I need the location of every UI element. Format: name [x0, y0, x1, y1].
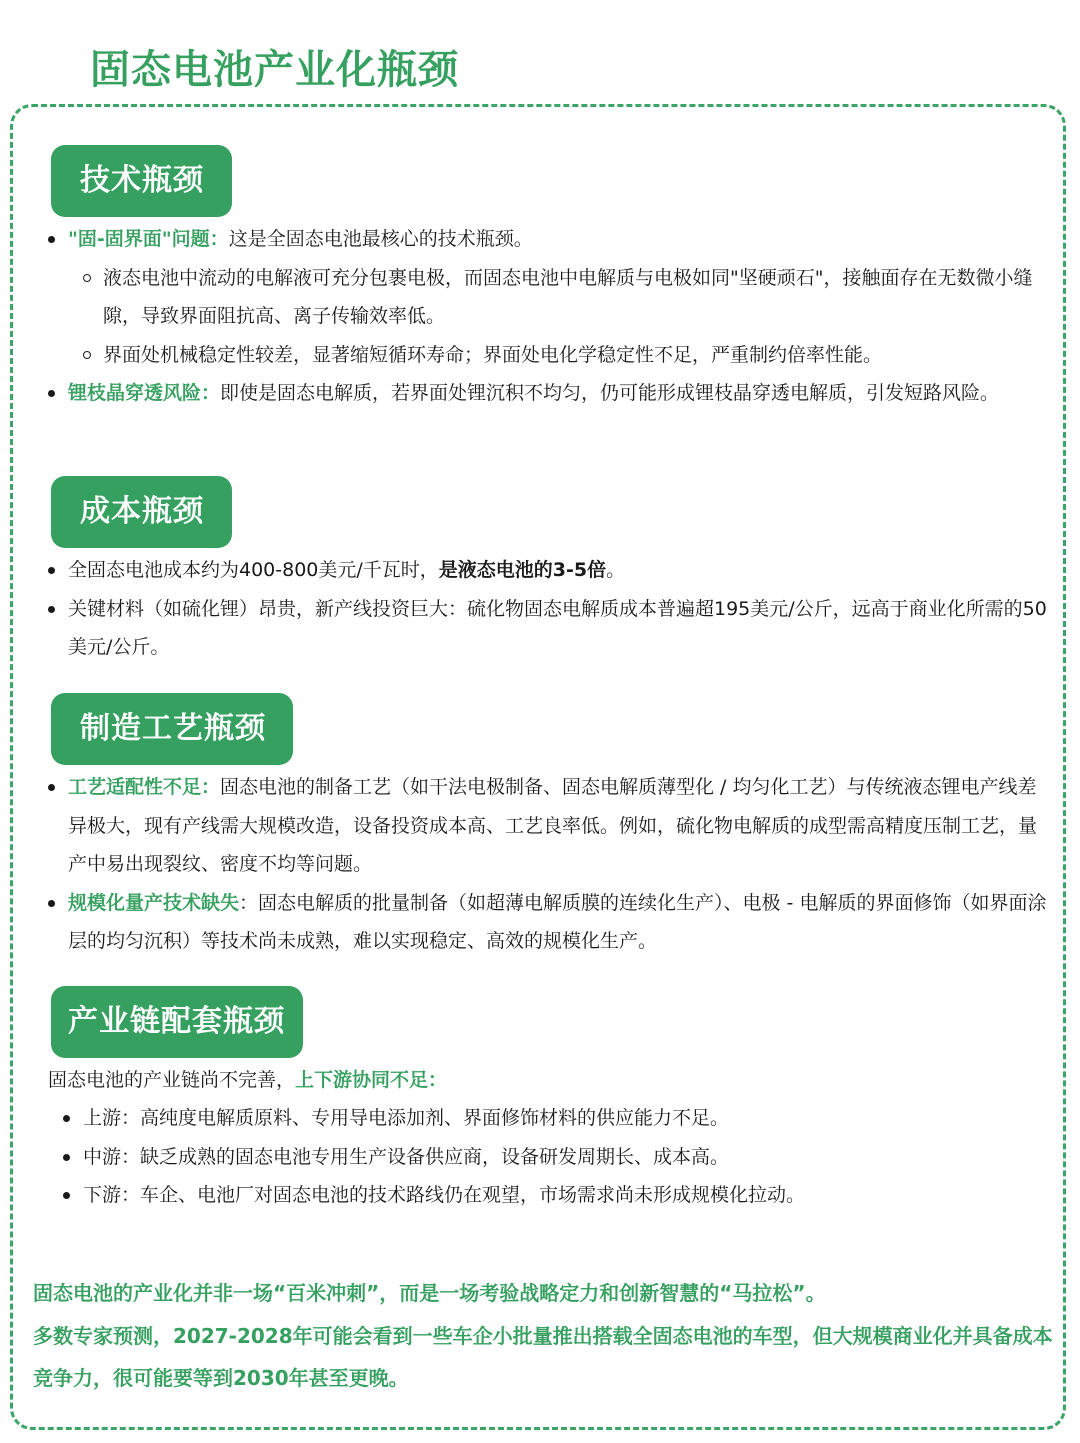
sub-list-item [68, 259, 1048, 336]
list-item [68, 884, 1048, 961]
supply-intro [48, 1061, 1038, 1099]
list-item [83, 1138, 1048, 1177]
tech-list [68, 220, 1048, 413]
list-item [68, 220, 1048, 374]
supply-list [83, 1099, 1048, 1215]
sub-list-item [68, 336, 1048, 375]
list-item [68, 551, 1048, 590]
bullet-text: ：固态电解质的批量制备（如超薄电解质膜的连续化生产）、电极 - 电解质的界面修饰（如界面涂层的均匀沉积）等技术尚未成熟，难以实现稳定、高效的规模化生产。 [68, 891, 1047, 952]
bullet-text: 即使是固态电解质，若界面处锂沉积不均匀，仍可能形成锂枝晶穿透电解质，引发短路风险。 [220, 382, 1000, 404]
section-heading-manufacturing [51, 693, 293, 765]
section-heading-tech-label: 技术瓶颈 [80, 163, 204, 198]
bullet-label: "固-固界面"问题： [68, 228, 229, 250]
bullet-text: 关键材料（如硫化锂）昂贵，新产线投资巨大：硫化物固态电解质成本普遍超195美元/公斤，远高于商业化所需的50美元/公斤。 [68, 597, 1047, 658]
section-heading-cost-label: 成本瓶颈 [80, 494, 204, 529]
supply-intro-text: 固态电池的产业链尚不完善， [48, 1069, 296, 1091]
bullet-label: 工艺适配性不足： [68, 776, 221, 798]
bullet-text: 全固态电池成本约为400-800美元/千瓦时， [68, 559, 439, 581]
bullet-text: 这是全固态电池最核心的技术瓶颈。 [228, 228, 533, 250]
conclusion [33, 1272, 1053, 1400]
section-heading-manufacturing-label: 制造工艺瓶颈 [80, 711, 266, 746]
sub-item-text: 液态电池中流动的电解液可充分包裹电极，而固态电池中电解质与电极如同"坚硬顽石"，接触面存在无数微小缝隙，导致界面阻抗高、离子传输效率低。 [103, 266, 1033, 327]
bullet-tail: 。 [606, 559, 626, 581]
section-heading-tech [51, 145, 232, 217]
bullet-text: 固态电池的制备工艺（如干法电极制备、固态电解质薄型化 / 均匀化工艺）与传统液态锂电产线差异极大，现有产线需大规模改造，设备投资成本高、工艺良率低。例如，硫化物电解质的成型需高精度压制工艺，量产中易出现裂纹、密度不均等问题。 [68, 776, 1038, 875]
section-heading-supply-label: 产业链配套瓶颈 [68, 1004, 285, 1039]
page-title: 固态电池产业化瓶颈 [90, 47, 459, 93]
manufacturing-list [68, 768, 1048, 961]
conclusion-line-2: 多数专家预测，2027-2028年可能会看到一些车企小批量推出搭载全固态电池的车型，但大规模商业化并具备成本竞争力，很可能要等到2030年甚至更晚。 [33, 1323, 1053, 1390]
sub-list [68, 259, 1048, 375]
section-heading-supply [51, 986, 303, 1058]
list-item [68, 590, 1048, 667]
conclusion-line-1: 固态电池的产业化并非一场“百米冲刺”，而是一场考验战略定力和创新智慧的“马拉松”。 [33, 1281, 826, 1305]
bullet-label: 锂枝晶穿透风险： [68, 382, 221, 404]
bullet-text: 上游：高纯度电解质原料、专用导电添加剂、界面修饰材料的供应能力不足。 [83, 1107, 730, 1129]
list-item [68, 768, 1048, 884]
list-item [83, 1099, 1048, 1138]
list-item [83, 1176, 1048, 1215]
supply-intro-emphasis: 上下游协同不足： [295, 1069, 448, 1091]
cost-list [68, 551, 1048, 667]
list-item [68, 374, 1048, 413]
section-heading-cost [51, 476, 232, 548]
bullet-text: 中游：缺乏成熟的固态电池专用生产设备供应商，设备研发周期长、成本高。 [83, 1145, 730, 1168]
bullet-text: 下游：车企、电池厂对固态电池的技术路线仍在观望，市场需求尚未形成规模化拉动。 [83, 1184, 806, 1206]
bullet-emphasis: 是液态电池的3-5倍 [438, 559, 607, 581]
sub-item-text: 界面处机械稳定性较差，显著缩短循环寿命；界面处电化学稳定性不足，严重制约倍率性能。 [103, 343, 883, 366]
bullet-label: 规模化量产技术缺失 [68, 891, 240, 914]
